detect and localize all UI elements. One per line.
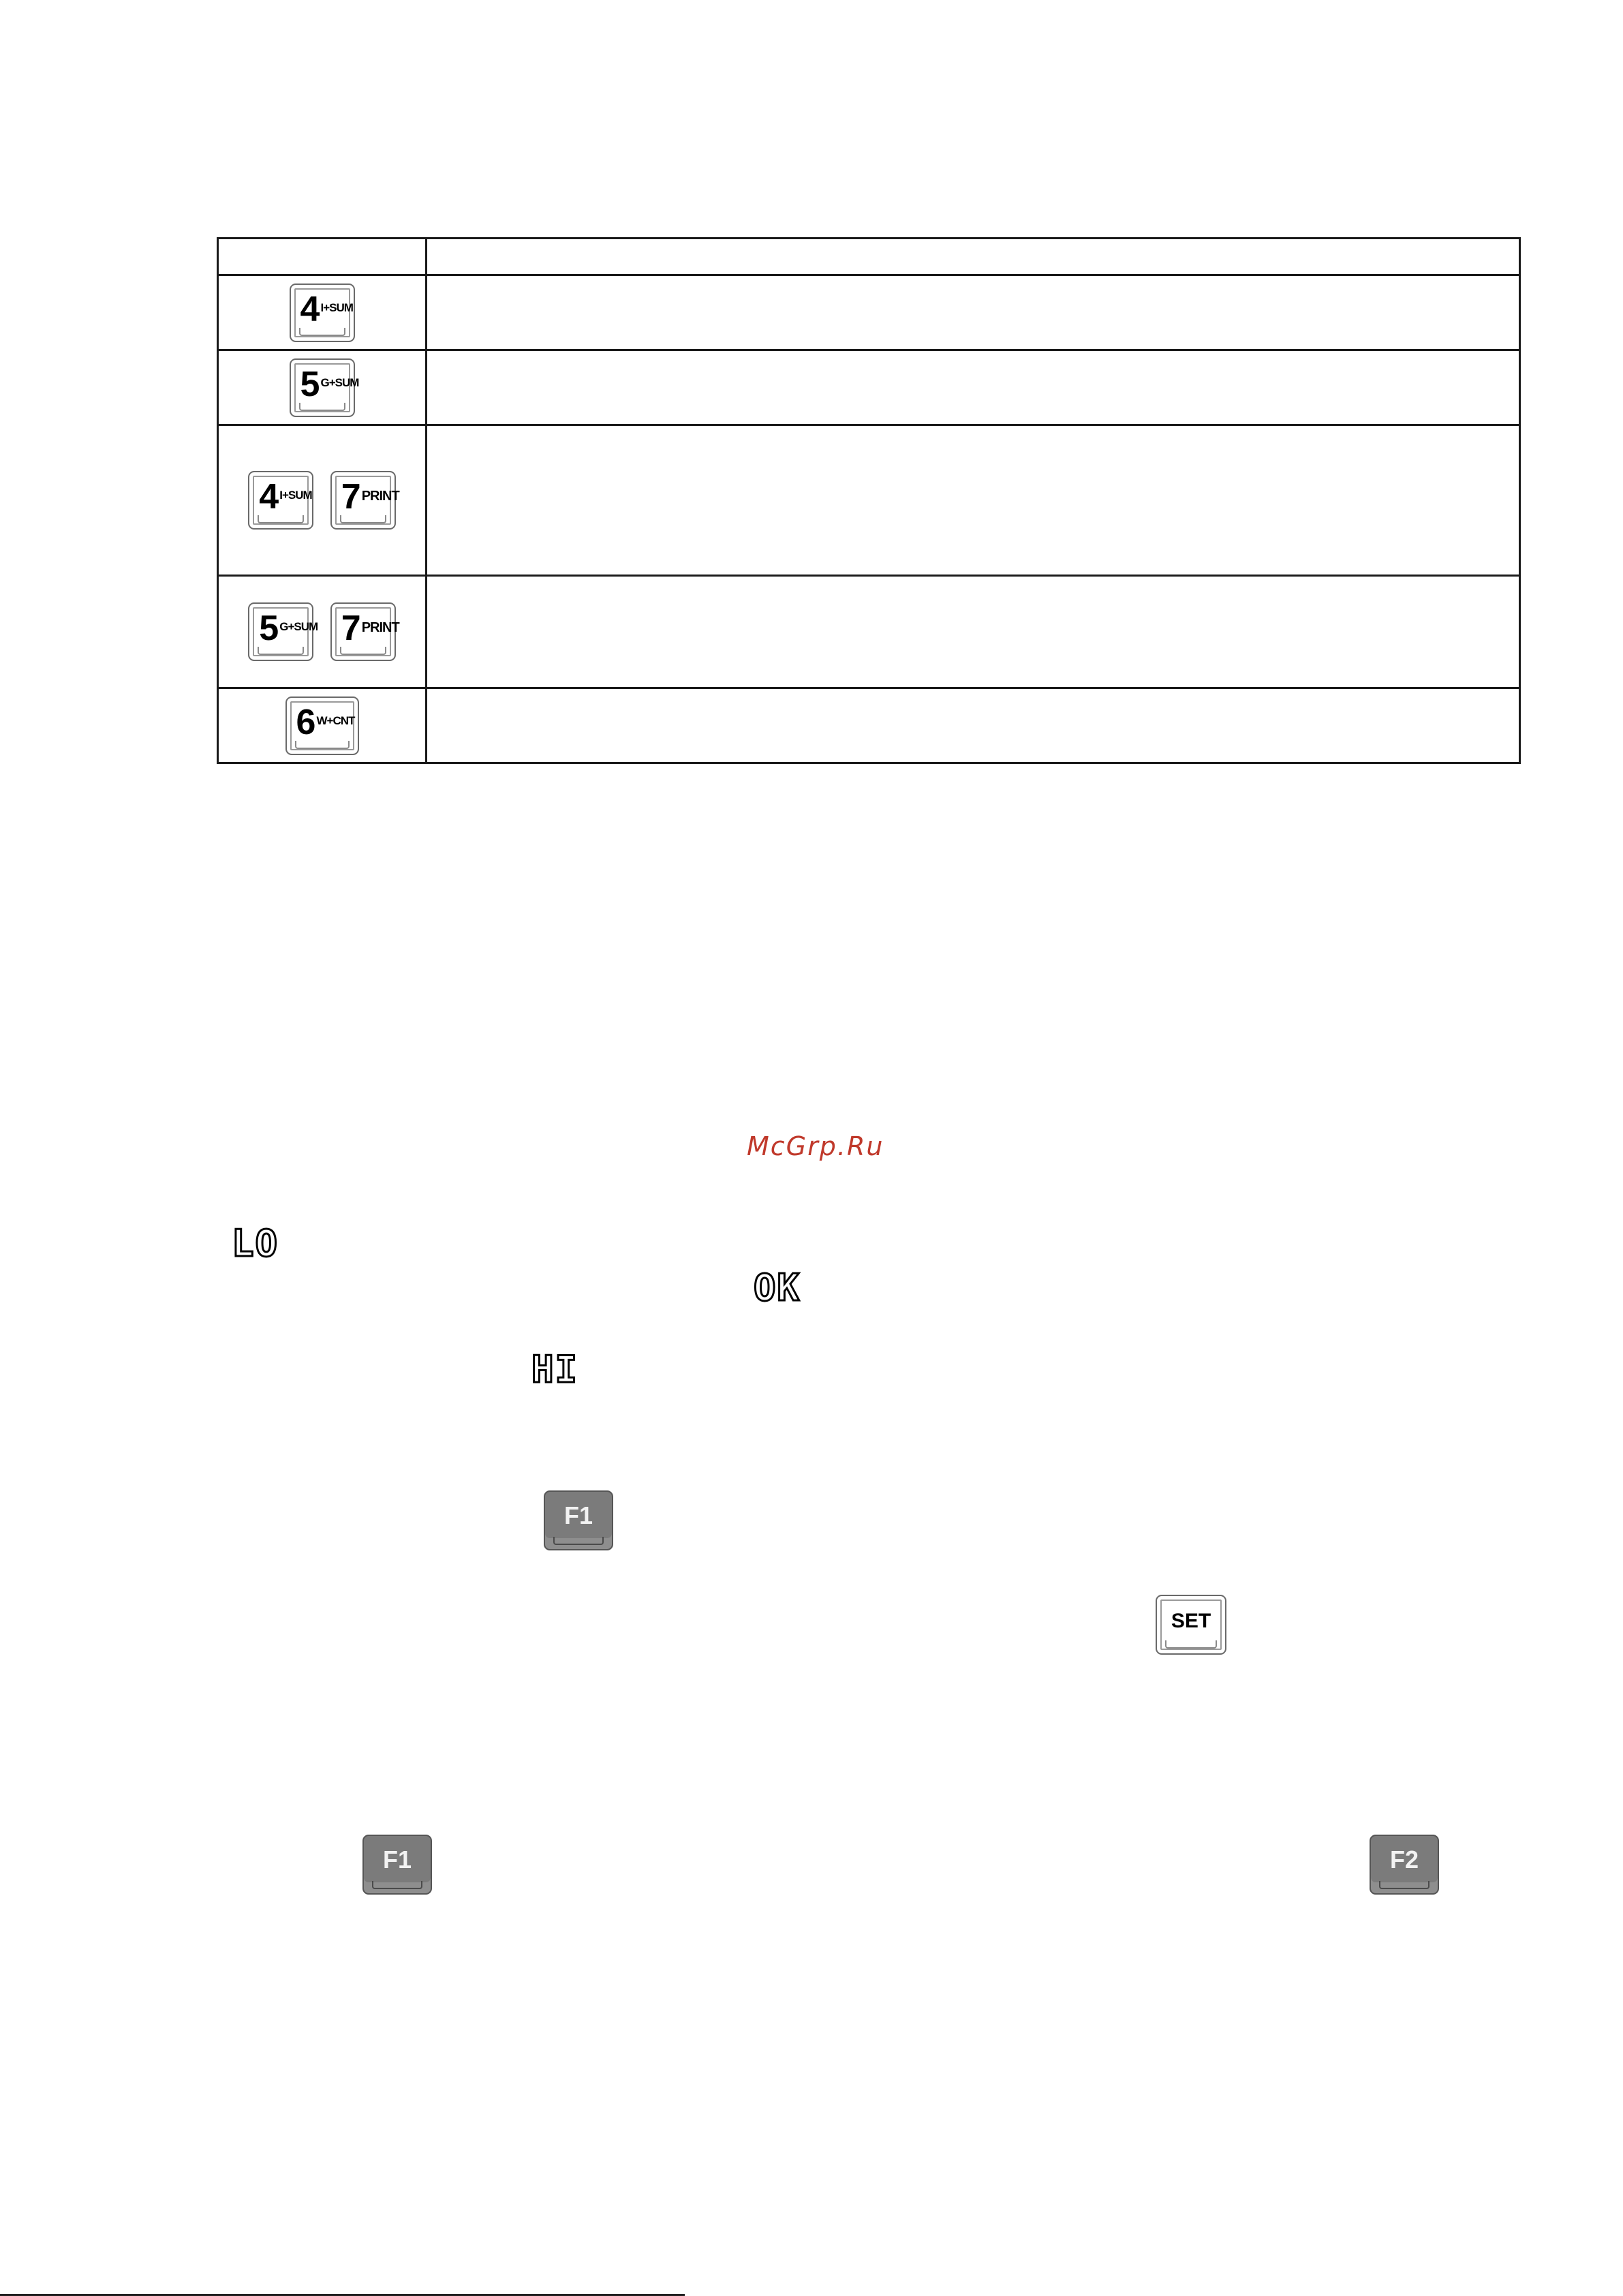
table-row-description: [427, 275, 1520, 350]
f1-key-icon: F1: [544, 1490, 613, 1550]
set-key-icon: SET: [1156, 1595, 1226, 1655]
display-ok-indicator: OK: [754, 1266, 801, 1309]
table-header-row: [218, 239, 1520, 275]
display-hi-indicator: HI: [531, 1348, 579, 1391]
key-function-table: [217, 237, 1521, 764]
table-row-description: [427, 688, 1520, 763]
table-row: [218, 425, 1520, 576]
display-lo-indicator: LO: [232, 1222, 279, 1265]
watermark: McGrp.Ru: [747, 1131, 884, 1161]
f1-key-icon: F1: [362, 1835, 432, 1895]
table-row-description: [427, 576, 1520, 688]
key-4-isum-icon: 4 I+SUM: [290, 284, 355, 342]
key-7-print-icon: 7 PRINT: [330, 471, 396, 530]
key-4-isum-icon: 4 I+SUM: [248, 471, 313, 530]
table-row-keys: [218, 688, 427, 763]
table-header-keys: [218, 239, 427, 275]
table-row-keys: [218, 425, 427, 576]
table-row: [218, 688, 1520, 763]
f2-key-icon: F2: [1370, 1835, 1439, 1895]
key-7-print-icon: 7 PRINT: [330, 602, 396, 661]
key-5-gsum-icon: 5 G+SUM: [248, 602, 313, 661]
table-row-keys: [218, 275, 427, 350]
table-row-keys: [218, 576, 427, 688]
table-row: [218, 275, 1520, 350]
table-row-keys: [218, 350, 427, 425]
table-row-description: [427, 425, 1520, 576]
table-row: [218, 350, 1520, 425]
table-row: [218, 576, 1520, 688]
key-6-wcnt-icon: 6 W+CNT: [285, 697, 359, 755]
key-5-gsum-icon: 5 G+SUM: [290, 358, 355, 417]
table-header-description: [427, 239, 1520, 275]
table-row-description: [427, 350, 1520, 425]
